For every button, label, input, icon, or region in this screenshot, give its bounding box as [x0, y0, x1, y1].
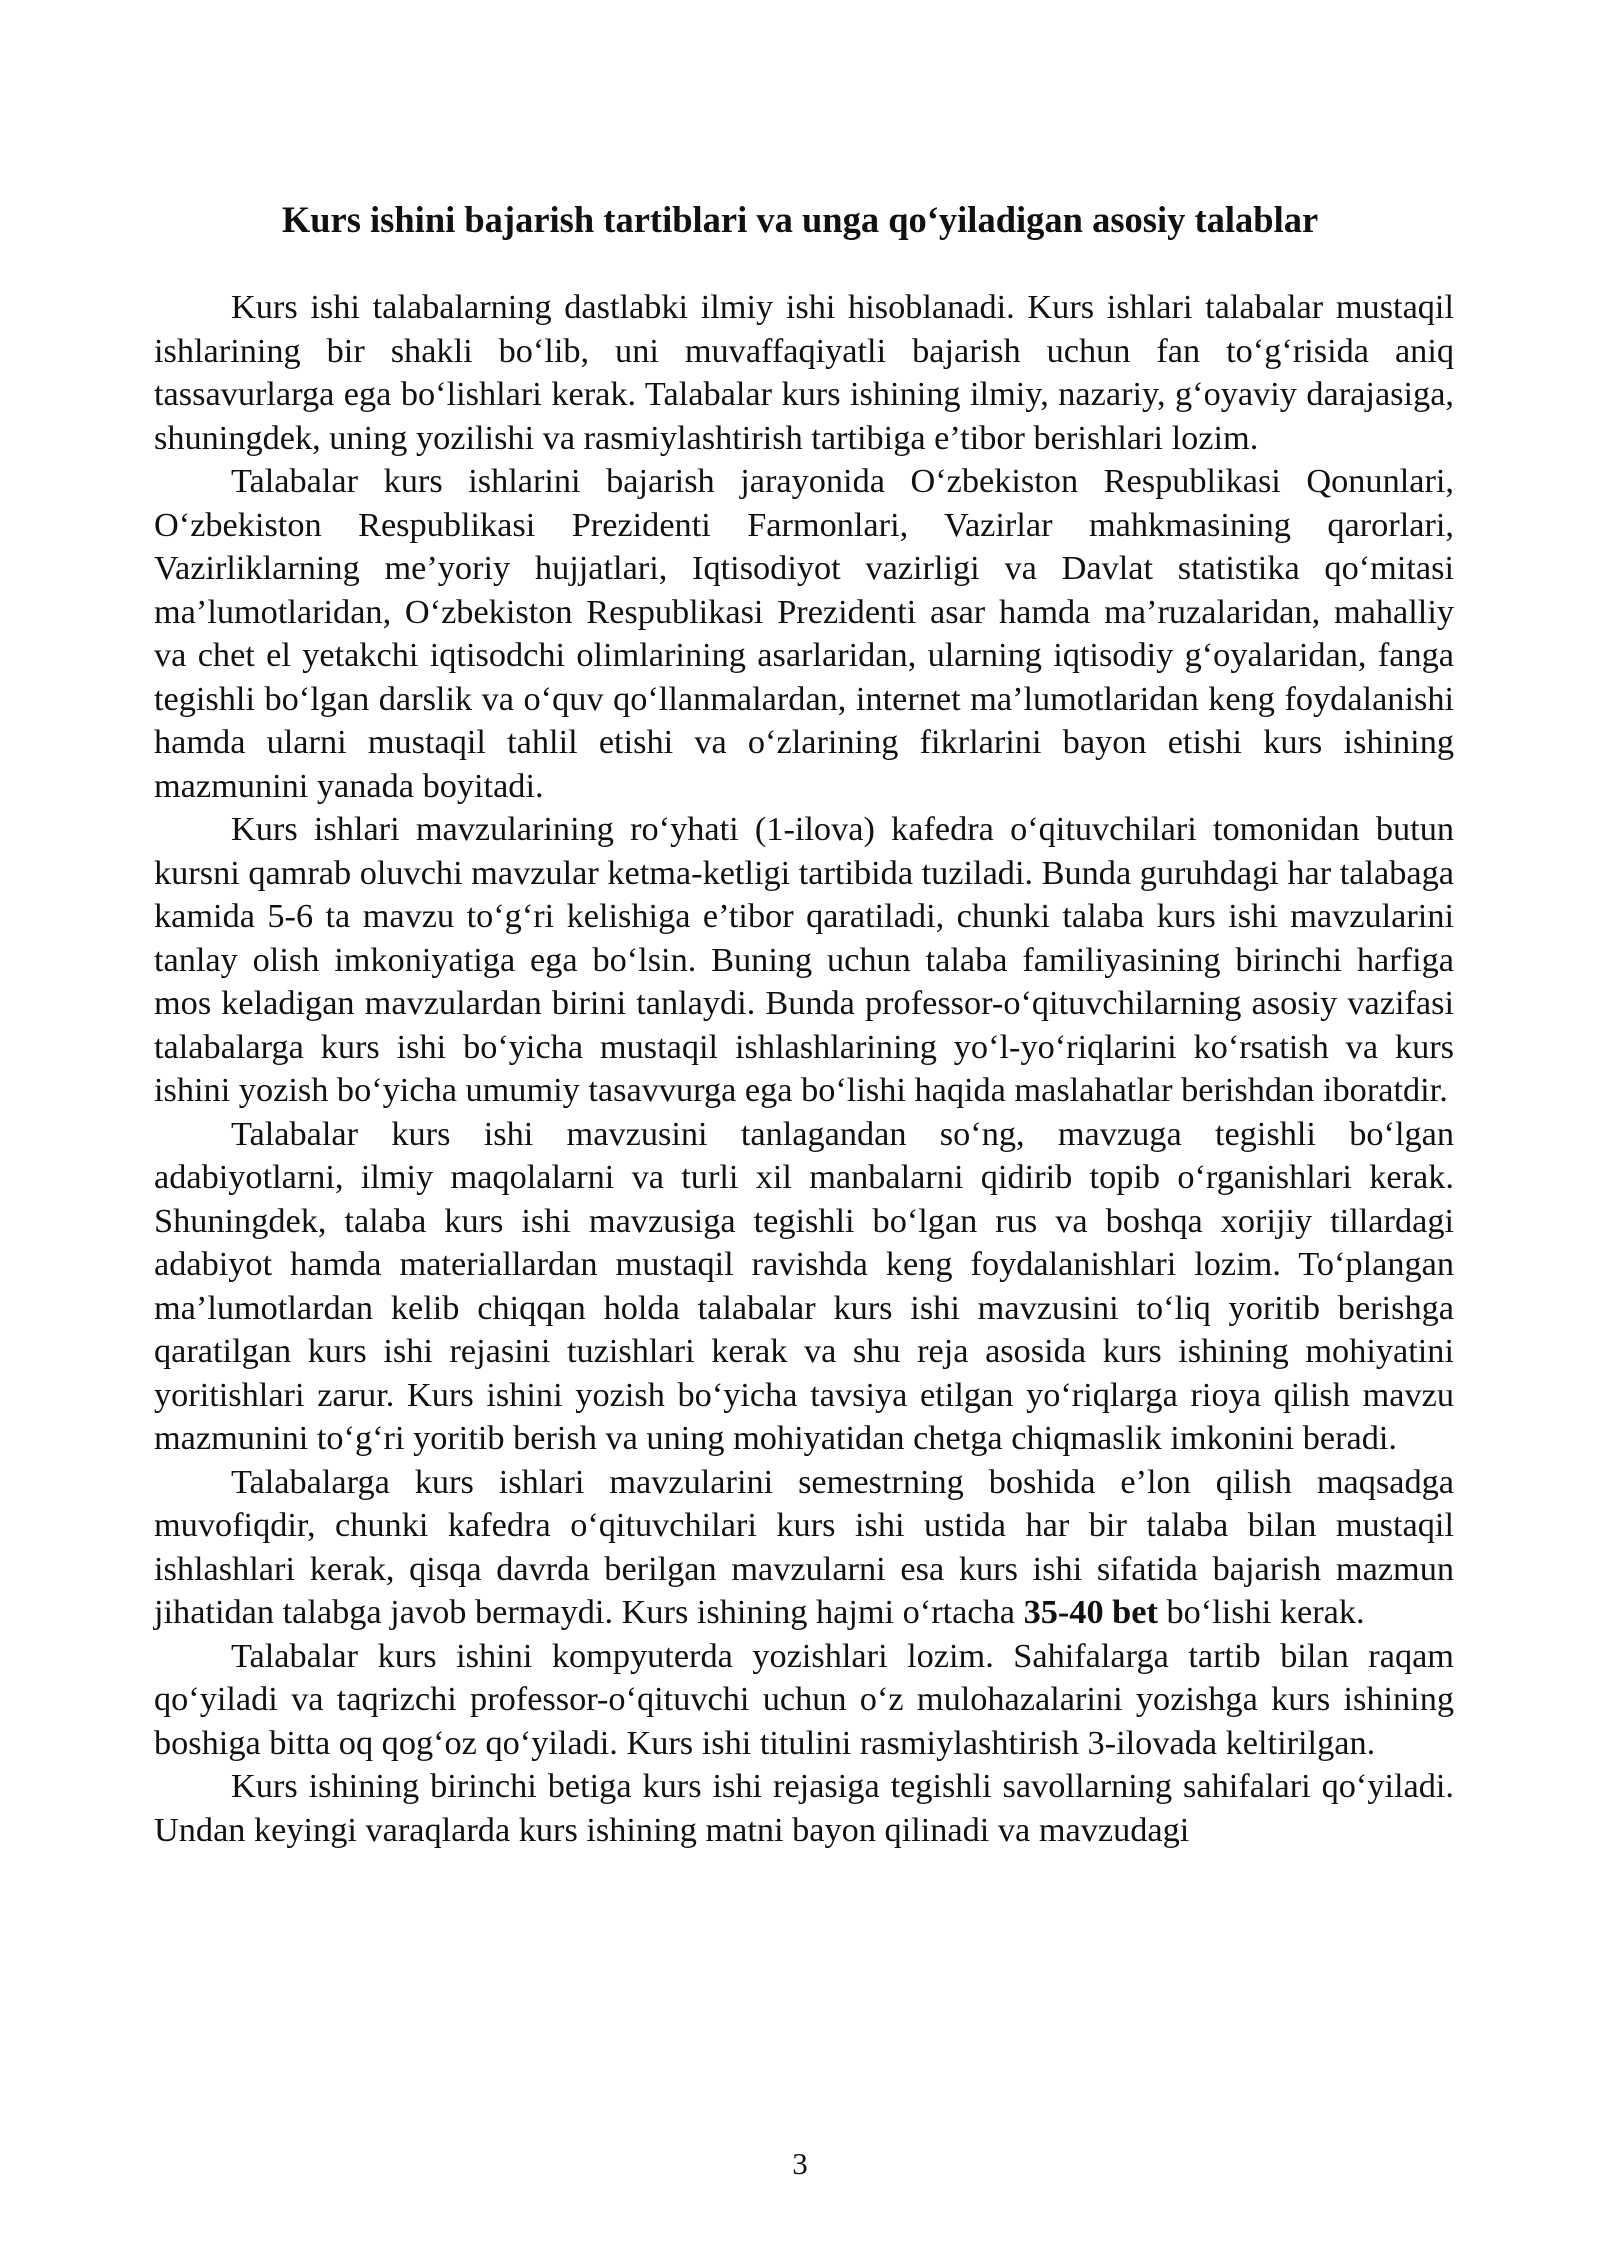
paragraph-7: Kurs ishining birinchi betiga kurs ishi rejasiga tegishli savollarning sahifalari qo‘yiladi. Undan keyingi varaqlarda kurs ishining matni bayon qilinadi va mavzudagi [154, 1767, 1454, 1849]
page-title: Kurs ishini bajarish tartiblari va unga qo‘yiladigan asosiy talablar [281, 199, 1319, 240]
page-count-emphasis: 35-40 bet [1023, 1593, 1158, 1631]
body-text [154, 286, 1454, 1852]
paragraph-3: Kurs ishlari mavzularining ro‘yhati (1-ilova) kafedra o‘qituvchilari tomonidan butun kursni qamrab oluvchi mavzular ketma-ketligi tartibida tuziladi. Bunda guruhdagi har talabaga kamida 5-6 ta mavzu to‘g‘ri kelishiga e’tibor qaratiladi, chunki talaba kurs ishi mavzularini tanlay olish imkoniyatiga ega bo‘lsin. Buning uchun talaba familiyasining birinchi harfiga mos keladigan mavzulardan birini tanlaydi. Bunda professor-o‘qituvchilarning asosiy vazifasi talabalarga kurs ishi bo‘yicha mustaqil ishlashlarining yo‘l-yo‘riqlarini ko‘rsatish va kurs ishini yozish bo‘yicha umumiy tasavvurga ega bo‘lishi haqida maslahatlar berishdan iboratdir. [154, 810, 1454, 1109]
page-number: 3 [792, 2146, 808, 2181]
paragraph-5 [154, 1461, 1454, 1635]
paragraph-1: Kurs ishi talabalarning dastlabki ilmiy ishi hisoblanadi. Kurs ishlari talabalar mustaqil ishlarining bir shakli bo‘lib, uni muvaffaqiyatli bajarish uchun fan to‘g‘risida aniq tassavurlarga ega bo‘lishlari kerak. Talabalar kurs ishining ilmiy, nazariy, g‘oyaviy darajasiga, shuningdek, uning yozilishi va rasmiylashtirish tartibiga e’tibor berishlari lozim. [154, 288, 1454, 457]
paragraph-5-text-start: Talabalarga kurs ishlari mavzularini semestrning boshida e’lon qilish maqsadga muvofiqdir, chunki kafedra o‘qituvchilari kurs ishi ustida har bir talaba bilan mustaqil ishlashlari kerak, qisqa davrda berilgan mavzularni esa kurs ishi sifatida bajarish mazmun jihatidan talabga javob bermaydi. Kurs ishining hajmi o‘rtacha [154, 1462, 1454, 1631]
paragraph-5-text-end: bo‘lishi kerak. [1157, 1593, 1365, 1631]
paragraph-2: Talabalar kurs ishlarini bajarish jarayonida O‘zbekiston Respublikasi Qonunlari, O‘zbekiston Respublikasi Prezidenti Farmonlari, Vazirlar mahkmasining qarorlari, Vazirliklarning me’yoriy hujjatlari, Iqtisodiyot vazirligi va Davlat statistika qo‘mitasi ma’lumotlaridan, O‘zbekiston Respublikasi Prezidenti asar hamda ma’ruzalaridan, mahalliy va chet el yetakchi iqtisodchi olimlarining asarlaridan, ularning iqtisodiy g‘oyalaridan, fanga tegishli bo‘lgan darslik va o‘quv qo‘llanmalardan, internet ma’lumotlaridan keng foydalanishi hamda ularni mustaqil tahlil etishi va o‘zlarining fikrlarini bayon etishi kurs ishining mazmunini yanada boyitadi. [154, 462, 1454, 805]
paragraph-6: Talabalar kurs ishini kompyuterda yozishlari lozim. Sahifalarga tartib bilan raqam qo‘yiladi va taqrizchi professor-o‘qituvchi uchun o‘z mulohazalarini yozishga kurs ishining boshiga bitta oq qog‘oz qo‘yiladi. Kurs ishi titulini rasmiylashtirish 3-ilovada keltirilgan. [154, 1636, 1454, 1762]
paragraph-4: Talabalar kurs ishi mavzusini tanlagandan so‘ng, mavzuga tegishli bo‘lgan adabiyotlarni, ilmiy maqolalarni va turli xil manbalarni qidirib topib o‘rganishlari kerak. Shuningdek, talaba kurs ishi mavzusiga tegishli bo‘lgan rus va boshqa xorijiy tillardagi adabiyot hamda materiallardan mustaqil ravishda keng foydalanishlari lozim. To‘plangan ma’lumotlardan kelib chiqqan holda talabalar kurs ishi mavzusini to‘liq yoritib berishga qaratilgan kurs ishi rejasini tuzishlari kerak va shu reja asosida kurs ishining mohiyatini yoritishlari zarur. Kurs ishini yozish bo‘yicha tavsiya etilgan yo‘riqlarga rioya qilish mavzu mazmunini to‘g‘ri yoritib berish va uning mohiyatidan chetga chiqmaslik imkonini beradi. [154, 1114, 1454, 1457]
